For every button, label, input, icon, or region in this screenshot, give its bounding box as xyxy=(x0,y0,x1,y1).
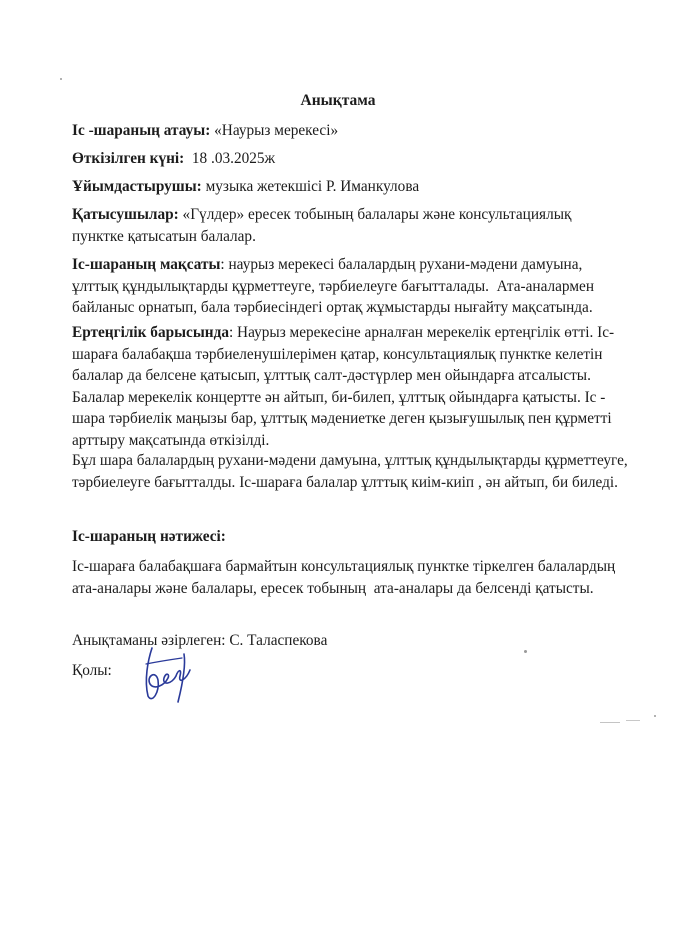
goal-line-3: байланыс орнатып, бала тәрбиесіндегі ортақ жұмыстарды нығайту мақсатында. xyxy=(72,299,593,316)
organizer-line xyxy=(72,176,657,198)
progress-line-4: Балалар мерекелік концертте ән айтып, би-билеп, ұлттық ойындарға қатысты. Іс - xyxy=(72,388,606,406)
result-line-1: Іс-шараға балабақшаға бармайтын консультациялық пунктке тіркелген балалардың xyxy=(72,558,616,575)
summary-line-2: тәрбиелеуге бағытталды. Іс-шараға балалар ұлттық киім-киіп , ән айтып, би биледі. xyxy=(72,473,619,491)
progress-line-5: шара тәрбиелік маңызы бар, ұлттық мәдениетке деген қызығушылық пен құрметті xyxy=(72,410,612,427)
summary-line-1: Бұл шара балалардың рухани-мәдени дамуына, ұлттық құндылықтарды құрметтеуге, xyxy=(72,452,628,469)
result-paragraph xyxy=(72,556,657,599)
result-line-2: ата-аналары және балалары, ересек тобының ата-аналары да белсенді қатысты. xyxy=(72,579,594,597)
progress-paragraph xyxy=(72,322,657,451)
handwritten-signature xyxy=(138,640,210,710)
progress-line-3: балалар да белсене қатысып, ұлттық салт-дәстүрлер мен ойындарға атсалысты. xyxy=(72,367,591,384)
goal-line-1: : наурыз мерекесі балалардың рухани-мәдени дамуына, xyxy=(220,256,583,273)
goal-label: Іс-шараның мақсаты xyxy=(72,256,221,273)
signature-label: Қолы: xyxy=(72,662,112,679)
organizer-label: Ұйымдастырушы: xyxy=(72,178,202,195)
result-heading-line xyxy=(72,526,657,548)
organizer-value: музыка жетекшісі Р. Иманкулова xyxy=(201,178,420,195)
goal-line-2: ұлттық құндылықтарды құрметтеуге, тәрбиелеуге бағытталады. Ата-аналармен xyxy=(72,277,595,295)
goal-paragraph xyxy=(72,254,657,319)
event-name-line xyxy=(72,120,657,142)
summary-paragraph xyxy=(72,450,657,493)
participants-value-line-2: пунктке қатысатын балалар. xyxy=(72,227,256,245)
participants-label: Қатысушылар: xyxy=(72,206,179,223)
date-label: Өткізілген күні: xyxy=(72,150,185,167)
author-line: Анықтаманы әзірлеген: С. Таласпекова xyxy=(72,632,328,649)
date-line xyxy=(72,148,657,170)
document-title: Анықтама xyxy=(300,92,376,109)
progress-line-2: шараға балабақша тәрбиеленушілерімен қатар, консультациялық пунктке келетін xyxy=(72,345,603,363)
date-value: 18 .03.2025ж xyxy=(184,150,276,167)
progress-line-1: : Наурыз мерекесіне арналған мерекелік ертеңгілік өтті. Іс- xyxy=(228,324,615,341)
result-label: Іс-шараның нәтижесі: xyxy=(72,528,226,545)
progress-label: Ертеңгілік барысында xyxy=(72,324,229,341)
participants-value-line-1: «Гүлдер» ересек тобының балалары және консультациялық xyxy=(178,206,572,223)
progress-line-6: арттыру мақсатында өткізілді. xyxy=(72,431,270,449)
participants-paragraph xyxy=(72,204,657,247)
event-name-value: «Наурыз мерекесі» xyxy=(210,122,339,139)
event-name-label: Іс -шараның атауы: xyxy=(72,122,211,139)
